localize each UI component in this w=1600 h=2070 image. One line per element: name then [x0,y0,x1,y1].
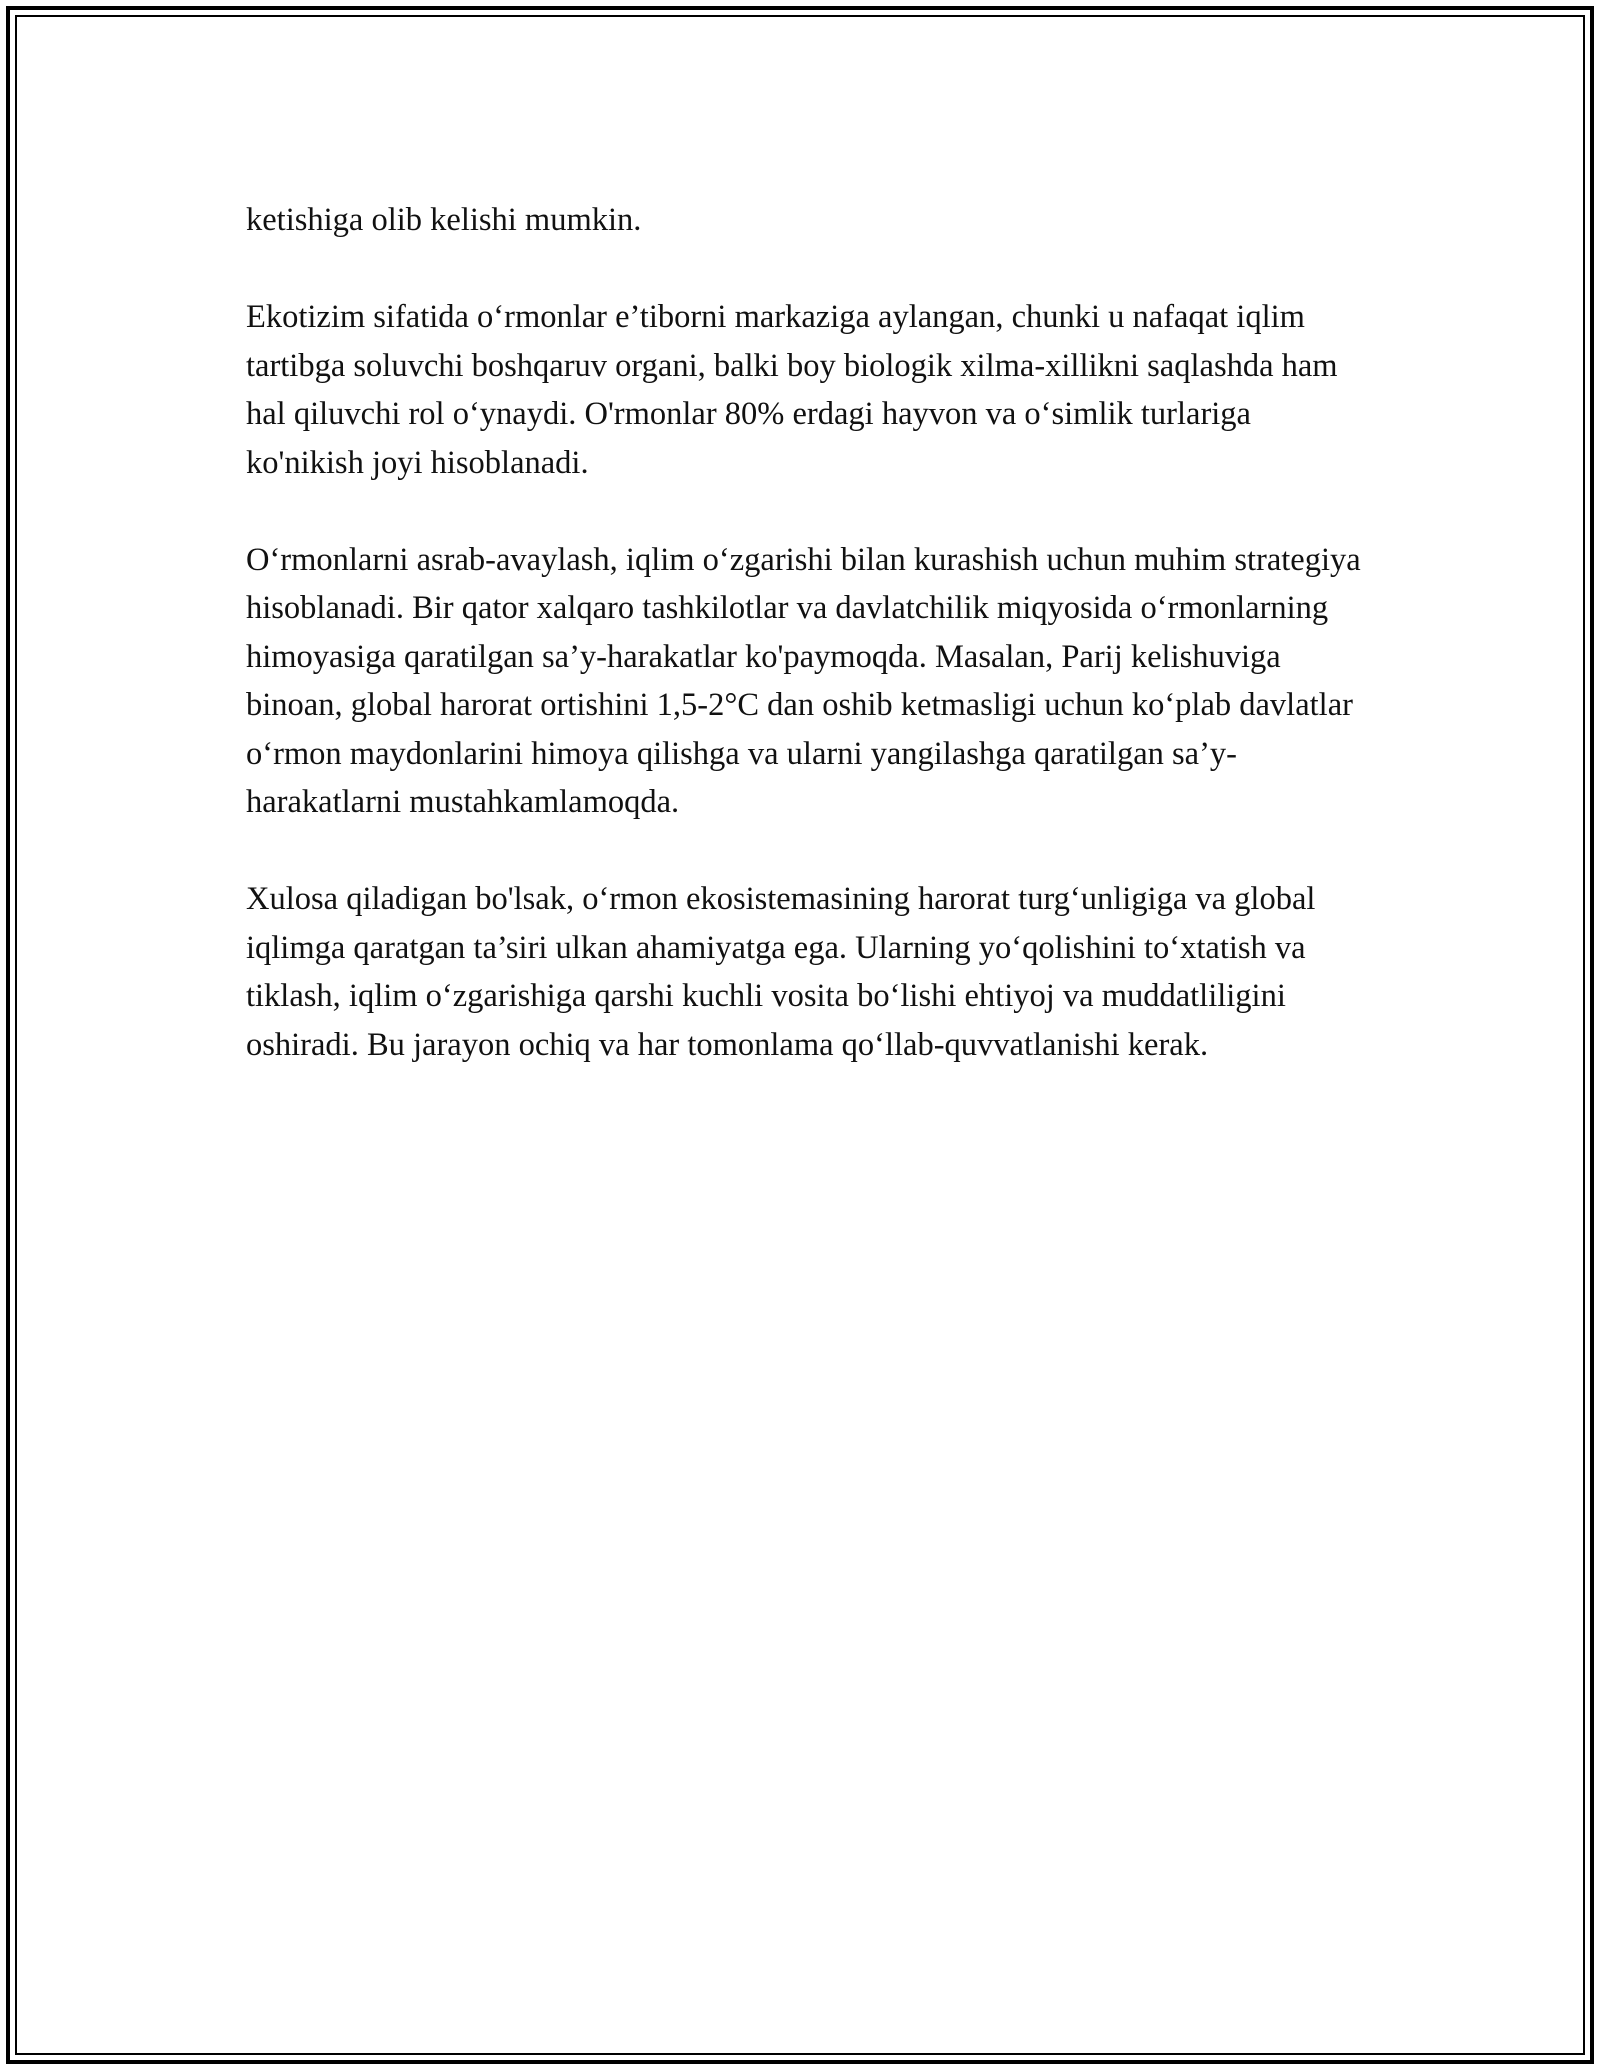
paragraph-ecosystem: Ekotizim sifatida o‘rmonlar e’tiborni markaziga aylangan, chunki u nafaqat iqlim tartibga soluvchi boshqaruv organi, balki boy biologik xilma-xillikni saqlashda ham hal qiluvchi rol o‘ynaydi. O'rmonlar 80% erdagi hayvon va o‘simlik turlariga ko'nikish joyi hisoblanadi. [246,299,1338,481]
document-body [246,196,1376,1118]
paragraph-conclusion: Xulosa qiladigan bo'lsak, o‘rmon ekosistemasining harorat turg‘unligiga va global iqlimga qaratgan ta’siri ulkan ahamiyatga ega. Ularning yo‘qolishini to‘xtatish va tiklash, iqlim o‘zgarishiga qarshi kuchli vosita bo‘lishi ehtiyoj va muddatliligini oshiradi. Bu jarayon ochiq va har tomonlama qo‘llab-quvvatlanishi kerak. [246,881,1316,1063]
paragraph-conservation: O‘rmonlarni asrab-avaylash, iqlim o‘zgarishi bilan kurashish uchun muhim strategiya hisoblanadi. Bir qator xalqaro tashkilotlar va davlatchilik miqyosida o‘rmonlarning himoyasiga qaratilgan sa’y-harakatlar ko'paymoqda. Masalan, Parij kelishuviga binoan, global harorat ortishini 1,5-2°C dan oshib ketmasligi uchun ko‘plab davlatlar o‘rmon maydonlarini himoya qilishga va ularni yangilashga qaratilgan sa’y-harakatlarni mustahkamlamoqda. [246,541,1361,820]
page-border [6,6,1594,2064]
paragraph-continuation: ketishiga olib kelishi mumkin. [246,202,642,238]
